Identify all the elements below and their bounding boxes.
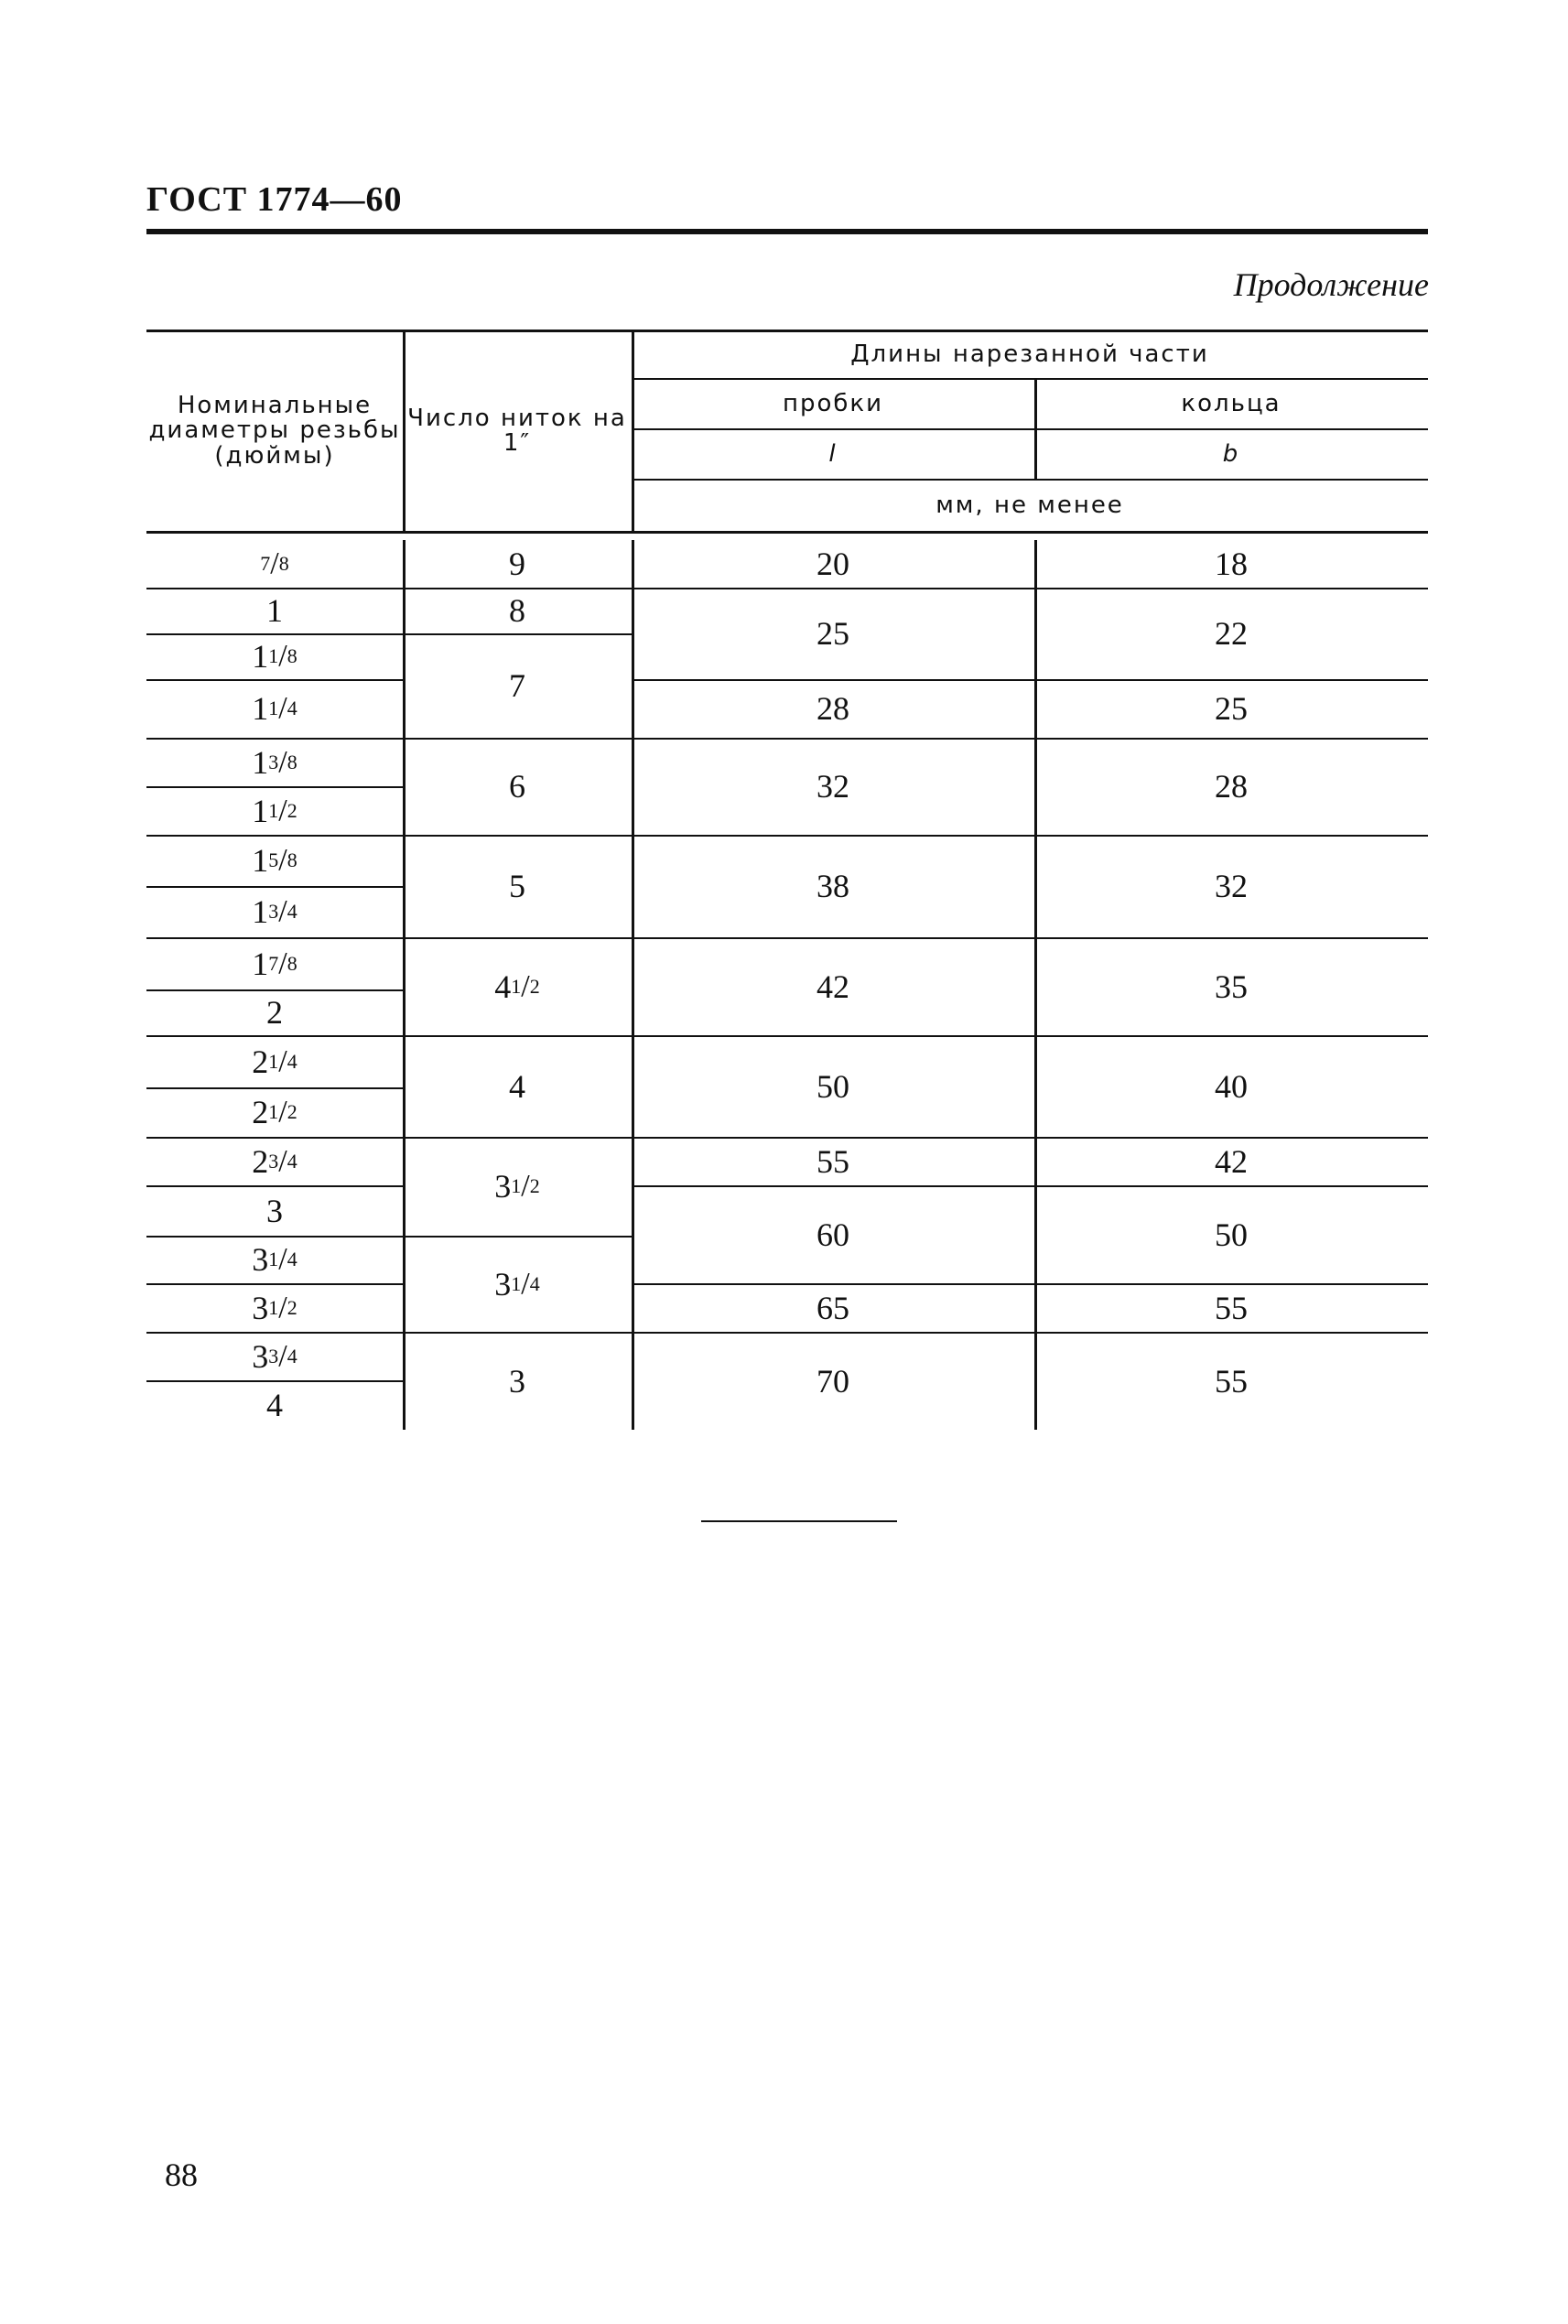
diameter-cell [146,1236,403,1283]
fraction-slash: / [521,1169,530,1203]
plug-length-cell [632,540,1034,588]
diameter-cell [146,1035,403,1087]
column-header-lengths [632,331,1428,378]
whole-part: 2 [252,1142,269,1180]
whole-part: 3 [252,1337,269,1375]
fraction-slash: / [278,1143,287,1178]
diameter-cell [146,1185,403,1236]
diameter-cell [146,540,403,588]
fraction-denominator: 8 [287,644,297,667]
ring-length-cell [1034,1332,1428,1430]
fraction-slash: / [278,744,287,779]
ring-length-cell [1034,1137,1428,1185]
ring-length-value: 32 [1215,868,1248,904]
threads-cell [403,835,632,937]
ring-length-value: 35 [1215,967,1248,1005]
fraction-slash: / [521,1266,530,1301]
fraction-numerator: 3 [268,900,279,923]
fraction-slash: / [278,894,287,928]
diameter-cell [146,738,403,786]
header-text: кольца [1181,389,1281,417]
threads-cell [403,937,632,1035]
plug-length-value: 55 [816,1142,849,1180]
diameter-cell [146,588,403,633]
fraction-numerator: 1 [268,1248,279,1270]
units-label [632,481,1428,531]
diameter-cell [146,1332,403,1380]
ring-length-value: 55 [1215,1362,1248,1400]
fraction-slash: / [278,691,287,725]
fraction-slash: / [521,968,530,1003]
whole-part: 3 [266,1192,283,1229]
plug-length-cell [632,835,1034,937]
whole-part: 1 [252,842,269,879]
header-text: пробки [782,389,884,417]
fraction-slash: / [278,843,287,877]
fraction-numerator: 3 [268,750,279,773]
whole-part: 1 [252,893,269,930]
fraction-slash: / [278,793,287,827]
fraction-numerator: 3 [268,1344,279,1367]
ring-length-cell [1034,540,1428,588]
threads-cell [403,1137,632,1236]
header-text: Длины нарезанной части [850,340,1209,368]
fraction-numerator: 5 [268,849,279,871]
diameter-cell [146,1137,403,1185]
whole-part: 3 [494,1265,512,1303]
whole-part: 2 [266,994,283,1031]
fraction-numerator: 1 [511,1271,522,1295]
fraction-denominator: 8 [287,750,297,773]
fraction-slash: / [270,546,279,580]
plug-length-value: 60 [816,1216,849,1253]
plug-length-value: 20 [816,546,849,582]
whole-part: 2 [252,1043,269,1080]
fraction-numerator: 1 [268,798,279,822]
fraction-slash: / [278,1338,287,1373]
fraction-numerator: 1 [268,697,279,719]
threads-cell [403,633,632,738]
ring-length-cell [1034,1283,1428,1332]
ring-length-value: 42 [1215,1142,1248,1180]
threads-cell [403,1236,632,1332]
whole-part: 5 [509,868,525,904]
diameter-cell [146,633,403,679]
plug-length-value: 42 [816,967,849,1005]
header-text: Число ниток на 1″ [407,404,627,457]
fraction-numerator: 1 [268,1049,279,1073]
plug-length-value: 25 [816,615,849,652]
whole-part: 1 [252,690,269,727]
plug-length-value: 70 [816,1362,849,1400]
whole-part: 7 [509,667,525,704]
fraction-slash: / [278,1242,287,1276]
plug-length-value: 28 [816,690,849,727]
fraction-numerator: 1 [268,1295,279,1319]
plug-length-value: 65 [816,1289,849,1326]
whole-part: 3 [252,1289,269,1326]
header-bottom-rule [146,531,1428,534]
ring-length-value: 28 [1215,768,1248,805]
threads-cell [403,738,632,835]
fraction-denominator: 4 [287,697,297,719]
plug-length-cell [632,1283,1034,1332]
symbol-text: l [828,439,838,468]
ring-length-value: 40 [1215,1067,1248,1105]
fraction-numerator: 1 [511,1174,522,1197]
diameter-cell [146,1087,403,1137]
threads-cell [403,1035,632,1137]
fraction-denominator: 2 [287,798,297,822]
plug-length-cell [632,738,1034,835]
fraction-denominator: 8 [287,849,297,871]
diameter-cell [146,989,403,1035]
continuation-label: Продолжение [1233,266,1429,303]
ring-length-value: 50 [1215,1216,1248,1253]
whole-part: 2 [252,1094,269,1130]
plug-length-cell [632,1332,1034,1430]
header-rule [146,229,1428,234]
ring-length-cell [1034,1035,1428,1137]
diameter-cell [146,1283,403,1332]
ring-length-cell [1034,679,1428,738]
fraction-denominator: 4 [529,1271,540,1295]
page-number: 88 [165,2156,198,2193]
diameter-cell [146,1380,403,1430]
symbol-ring [1034,430,1428,479]
diameter-cell [146,786,403,835]
ring-length-value: 22 [1215,615,1248,652]
ring-length-cell [1034,1185,1428,1283]
threads-cell [403,1332,632,1430]
plug-length-cell [632,1185,1034,1283]
fraction-denominator: 2 [287,1295,297,1319]
fraction-denominator: 4 [287,1344,297,1367]
fraction-numerator: 3 [268,1149,279,1173]
fraction-denominator: 8 [278,552,289,575]
column-header-threads [403,331,632,531]
symbol-text: b [1222,439,1240,468]
whole-part: 1 [266,592,283,629]
end-rule [701,1520,897,1522]
plug-length-cell [632,1137,1034,1185]
fraction-denominator: 4 [287,900,297,923]
column-header-diameter [146,331,403,531]
fraction-denominator: 2 [529,974,540,998]
plug-length-cell [632,937,1034,1035]
plug-length-value: 38 [816,868,849,904]
ring-length-value: 55 [1215,1289,1248,1326]
document-header-title: ГОСТ 1774—60 [146,180,403,219]
fraction-numerator: 1 [268,1100,279,1123]
fraction-slash: / [278,1043,287,1078]
whole-part: 4 [266,1387,283,1423]
whole-part: 3 [252,1241,269,1278]
fraction-slash: / [278,639,287,673]
fraction-denominator: 8 [287,951,297,975]
plug-length-cell [632,588,1034,679]
whole-part: 1 [252,638,269,675]
whole-part: 4 [494,967,512,1005]
ring-length-cell [1034,835,1428,937]
fraction-numerator: 7 [268,951,279,975]
ring-length-cell [1034,738,1428,835]
whole-part: 6 [509,768,525,805]
fraction-denominator: 2 [529,1174,540,1197]
diameter-cell [146,679,403,738]
header-text: Номинальные диаметры резьбы (дюймы) [148,392,401,470]
whole-part: 3 [494,1168,512,1205]
plug-length-cell [632,1035,1034,1137]
whole-part: 3 [509,1362,525,1400]
fraction-denominator: 4 [287,1049,297,1073]
fraction-numerator: 1 [511,974,522,998]
diameter-cell [146,835,403,886]
fraction-denominator: 2 [287,1100,297,1123]
column-header-plug [632,380,1034,428]
fraction-slash: / [278,946,287,980]
fraction-denominator: 4 [287,1248,297,1270]
ring-length-value: 18 [1215,546,1248,582]
whole-part: 1 [252,792,269,829]
fraction-numerator: 1 [268,644,279,667]
plug-length-value: 32 [816,768,849,805]
column-header-ring [1034,380,1428,428]
whole-part: 1 [252,945,269,982]
units-text: мм, не менее [935,491,1124,519]
whole-part: 4 [509,1067,525,1105]
fraction-numerator: 7 [260,552,271,575]
whole-part: 8 [509,592,525,629]
whole-part: 1 [252,743,269,781]
ring-length-cell [1034,588,1428,679]
ring-length-cell [1034,937,1428,1035]
fraction-slash: / [278,1095,287,1129]
fraction-slash: / [278,1290,287,1324]
symbol-plug [632,430,1034,479]
threads-cell [403,540,632,588]
fraction-denominator: 4 [287,1149,297,1173]
diameter-cell [146,886,403,937]
diameter-cell [146,937,403,989]
ring-length-value: 25 [1215,690,1248,727]
plug-length-value: 50 [816,1067,849,1105]
threads-cell [403,588,632,633]
plug-length-cell [632,679,1034,738]
whole-part: 9 [509,546,525,582]
